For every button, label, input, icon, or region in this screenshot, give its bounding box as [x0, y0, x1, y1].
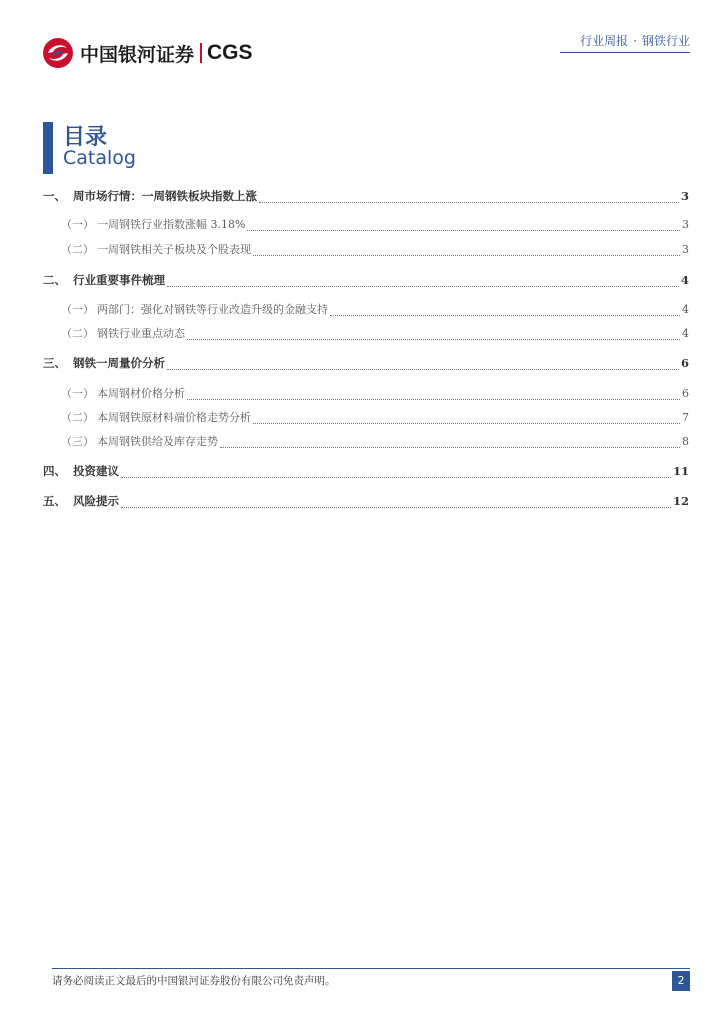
- toc-page-number: 3: [682, 243, 689, 256]
- toc-page-number: 4: [680, 273, 689, 287]
- report-category: [580, 32, 690, 49]
- report-type: 行业周报: [580, 34, 629, 48]
- cgs-logo-icon: [42, 37, 74, 69]
- footer-rule: [52, 968, 690, 969]
- logo-divider: [200, 43, 202, 63]
- industry-name: 钢铁行业: [641, 34, 690, 48]
- toc-entry[interactable]: [43, 385, 689, 405]
- toc-entry[interactable]: [43, 463, 689, 483]
- toc-number: 一、: [43, 189, 66, 203]
- header-rule: [560, 52, 690, 53]
- toc-leader: [121, 506, 671, 508]
- toc-page-number: 4: [682, 303, 689, 316]
- catalog-title: 目录: [63, 125, 108, 150]
- toc-page-number: 4: [682, 327, 689, 340]
- toc-number: 三、: [43, 356, 66, 370]
- toc-number: （一）: [61, 218, 94, 231]
- toc-number: （三）: [61, 435, 94, 448]
- toc-page-number: 8: [682, 435, 689, 448]
- logo-chinese-text: 中国银河证券: [80, 43, 195, 66]
- toc-title: 钢铁行业重点动态: [97, 327, 185, 340]
- footer-disclaimer: 请务必阅读正文最后的中国银河证券股份有限公司免责声明。: [52, 975, 336, 987]
- toc-number: （一）: [61, 303, 94, 316]
- toc-page-number: 12: [672, 494, 689, 508]
- cgs-logo: [42, 37, 253, 69]
- toc-title: 周市场行情：一周钢铁板块指数上涨: [73, 189, 257, 203]
- toc-leader: [247, 229, 680, 231]
- toc-title: 本周钢铁供给及库存走势: [97, 435, 218, 448]
- toc-leader: [259, 201, 679, 203]
- toc-title: 投资建议: [73, 464, 119, 478]
- toc-number: （二）: [61, 411, 94, 424]
- toc-title: 本周钢材价格分析: [97, 387, 185, 400]
- toc-entry[interactable]: [43, 433, 689, 453]
- toc-number: （一）: [61, 387, 94, 400]
- toc-number: 五、: [43, 494, 66, 508]
- toc-entry[interactable]: [43, 325, 689, 345]
- toc-entry[interactable]: [43, 188, 689, 208]
- toc-leader: [121, 476, 671, 478]
- toc-page-number: 3: [680, 189, 689, 203]
- toc-leader: [330, 314, 680, 316]
- toc-entry[interactable]: [43, 355, 689, 375]
- toc-leader: [220, 446, 680, 448]
- toc-number: （二）: [61, 243, 94, 256]
- page-number-badge: 2: [672, 971, 690, 991]
- toc-page-number: 11: [672, 464, 689, 478]
- page-header: [0, 0, 724, 80]
- toc-entry[interactable]: [43, 409, 689, 429]
- toc-title: 风险提示: [73, 494, 119, 508]
- toc-title: 一周钢铁行业指数涨幅 3.18%: [97, 218, 246, 231]
- toc-leader: [253, 254, 680, 256]
- toc-leader: [167, 368, 679, 370]
- toc-title: 本周钢铁原材料端价格走势分析: [97, 411, 251, 424]
- toc-page-number: 7: [682, 411, 689, 424]
- toc-title: 行业重要事件梳理: [73, 273, 165, 287]
- logo-english-text: CGS: [207, 41, 253, 64]
- catalog-accent-bar: [43, 122, 53, 174]
- toc-entry[interactable]: [43, 216, 689, 236]
- catalog-subtitle: Catalog: [63, 147, 136, 169]
- toc-number: 四、: [43, 464, 66, 478]
- toc-leader: [187, 398, 680, 400]
- toc-page-number: 3: [682, 218, 689, 231]
- header-separator: ·: [633, 34, 637, 48]
- toc-entry[interactable]: [43, 241, 689, 261]
- toc-page-number: 6: [680, 356, 689, 370]
- toc-entry[interactable]: [43, 272, 689, 292]
- toc-title: 钢铁一周量价分析: [73, 356, 165, 370]
- toc-title: 两部门：强化对钢铁等行业改造升级的金融支持: [97, 303, 328, 316]
- toc-entry[interactable]: [43, 301, 689, 321]
- toc-leader: [187, 338, 680, 340]
- toc-leader: [253, 422, 680, 424]
- toc-title: 一周钢铁相关子板块及个股表现: [97, 243, 251, 256]
- toc-leader: [167, 285, 679, 287]
- toc-number: 二、: [43, 273, 66, 287]
- toc-page-number: 6: [682, 387, 689, 400]
- toc-number: （二）: [61, 327, 94, 340]
- toc-entry[interactable]: [43, 493, 689, 513]
